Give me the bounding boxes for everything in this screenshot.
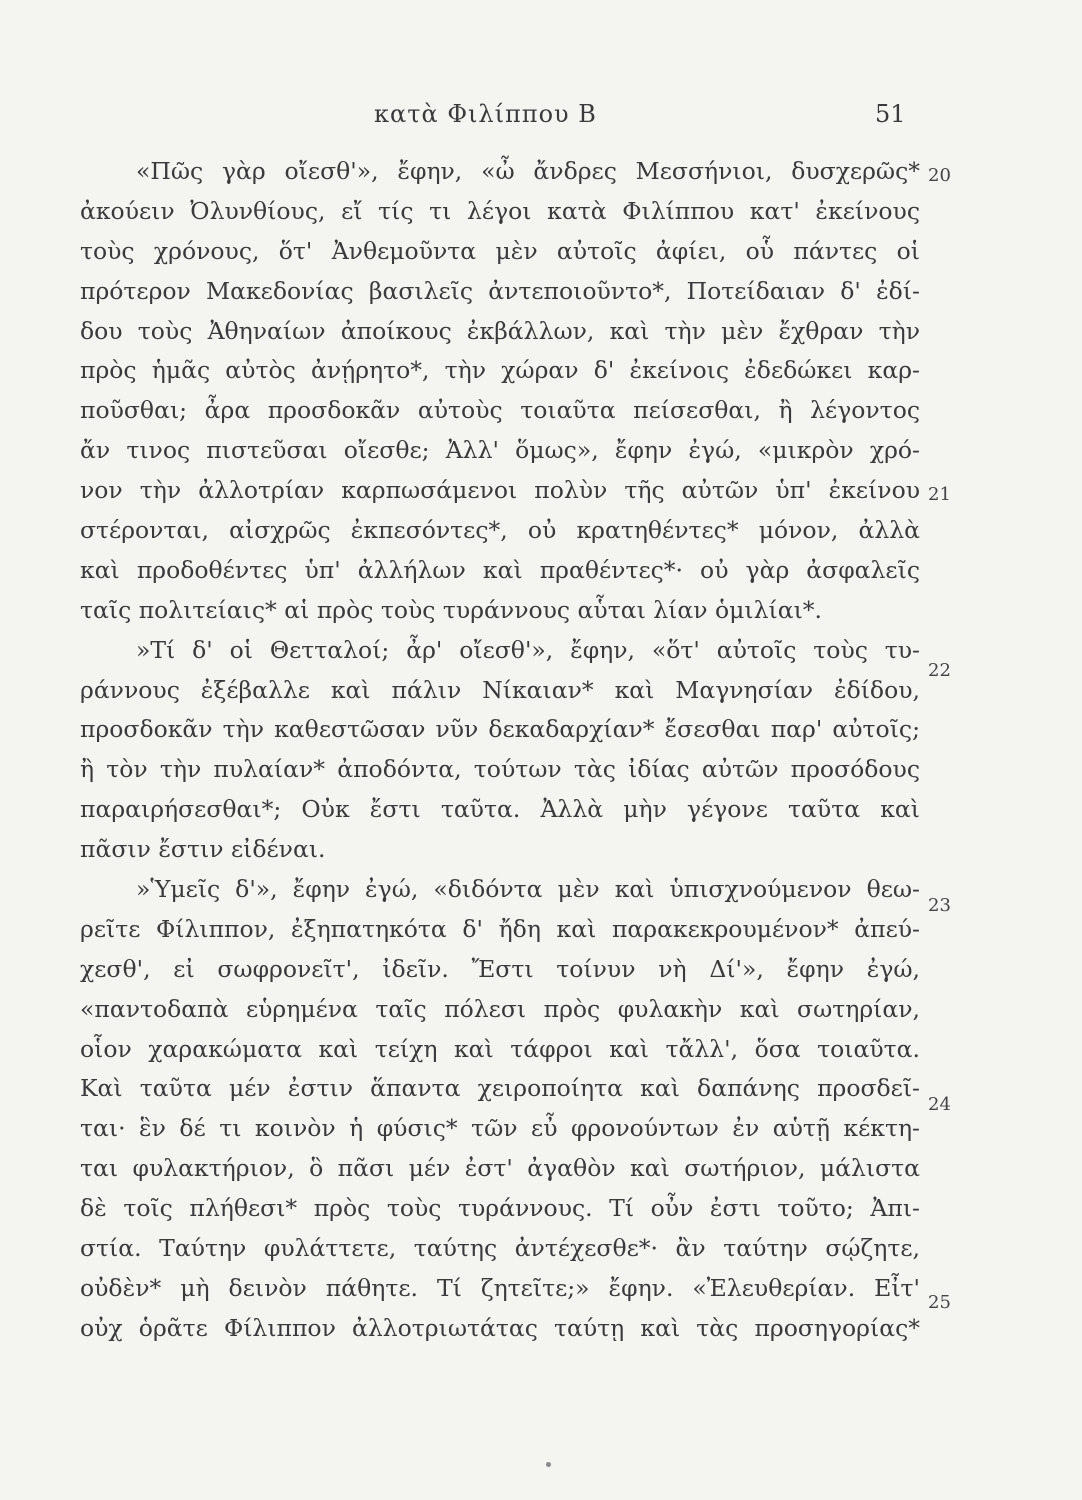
text-line: ἀκούειν Ὀλυνθίους, εἴ τίς τι λέγοι κατὰ Φιλίππου κατ' ἐκείνους xyxy=(80,196,920,225)
section-number: 23 xyxy=(928,895,951,916)
text-line: ἢ τὸν τὴν πυλαίαν* ἀποδόντα, τούτων τὰς ἰδίας αὐτῶν προσόδους xyxy=(80,755,920,784)
text-line: ποῦσθαι; ἆρα προσδοκᾶν αὐτοὺς τοιαῦτα πείσεσθαι, ἢ λέγοντος xyxy=(80,396,920,425)
running-header xyxy=(0,100,1082,136)
text-line: προσδοκᾶν τὴν καθεστῶσαν νῦν δεκαδαρχίαν* ἔσεσθαι παρ' αὐτοῖς; xyxy=(80,715,920,744)
text-line: οἷον χαρακώματα καὶ τείχη καὶ τάφροι καὶ τἄλλ', ὅσα τοιαῦτα. xyxy=(80,1034,920,1063)
section-number: 22 xyxy=(928,660,951,681)
text-line: νον τὴν ἀλλοτρίαν καρπωσάμενοι πολὺν τῆς αὐτῶν ὑπ' ἐκείνου xyxy=(80,476,920,505)
text-line: «Πῶς γὰρ οἴεσθ'», ἔφην, «ὦ ἄνδρες Μεσσήνιοι, δυσχερῶς* xyxy=(136,157,920,185)
text-line: «παντοδαπὰ εὑρημένα ταῖς πόλεσι πρὸς φυλακὴν καὶ σωτηρίαν, xyxy=(80,994,920,1023)
text-line: οὐδὲν* μὴ δεινὸν πάθητε. Τί ζητεῖτε;» ἔφην. «Ἐλευθερίαν. Εἶτ' xyxy=(80,1273,920,1302)
section-number: 20 xyxy=(928,165,951,186)
section-number: 25 xyxy=(928,1292,951,1313)
text-line: παραιρήσεσθαι*; Οὐκ ἔστι ταῦτα. Ἀλλὰ μὴν γέγονε ταῦτα καὶ xyxy=(80,795,920,824)
section-number: 21 xyxy=(928,484,951,505)
text-line: δὲ τοῖς πλήθεσι* πρὸς τοὺς τυράννους. Τί οὖν ἐστι τοῦτο; Ἀπι- xyxy=(80,1194,920,1223)
text-line: πᾶσιν ἔστιν εἰδέναι. xyxy=(80,835,326,864)
text-line: πρότερον Μακεδονίας βασιλεῖς ἀντεποιοῦντο*, Ποτείδαιαν δ' ἐδί- xyxy=(80,276,920,305)
text-line: ται· ἓν δέ τι κοινὸν ἡ φύσις* τῶν εὖ φρονούντων ἐν αὑτῇ κέκτη- xyxy=(80,1114,920,1143)
text-line: ταῖς πολιτείαις* αἱ πρὸς τοὺς τυράννους αὗται λίαν ὁμιλίαι*. xyxy=(80,595,823,624)
text-line: »Τί δ' οἱ Θετταλοί; ἆρ' οἴεσθ'», ἔφην, «ὅτ' αὐτοῖς τοὺς τυ- xyxy=(136,635,920,664)
text-line: ρεῖτε Φίλιππον, ἐξηπατηκότα δ' ἤδη καὶ παρακεκρουμένον* ἀπεύ- xyxy=(80,914,920,943)
greek-text-block xyxy=(80,152,920,1349)
text-line: πρὸς ἡμᾶς αὐτὸς ἀνῄρητο*, τὴν χώραν δ' ἐκείνοις ἐδεδώκει καρ- xyxy=(80,356,920,385)
text-line: ται φυλακτήριον, ὃ πᾶσι μέν ἐστ' ἀγαθὸν καὶ σωτήριον, μάλιστα xyxy=(80,1154,920,1183)
text-line: στία. Ταύτην φυλάττετε, ταύτης ἀντέχεσθε*· ἂν ταύτην σῴζητε, xyxy=(80,1234,920,1263)
text-line: Καὶ ταῦτα μέν ἐστιν ἅπαντα χειροποίητα καὶ δαπάνης προσδεῖ- xyxy=(80,1074,920,1103)
running-title: κατὰ Φιλίππου Β xyxy=(374,100,597,128)
text-line: ἄν τινος πιστεῦσαι οἴεσθε; Ἀλλ' ὅμως», ἔφην ἐγώ, «μικρὸν χρό- xyxy=(80,436,920,465)
text-line: δου τοὺς Ἀθηναίων ἀποίκους ἐκβάλλων, καὶ τὴν μὲν ἔχθραν τὴν xyxy=(80,316,920,345)
section-number: 24 xyxy=(928,1094,951,1115)
text-line: οὐχ ὁρᾶτε Φίλιππον ἀλλοτριωτάτας ταύτῃ καὶ τὰς προσηγορίας* xyxy=(80,1313,920,1342)
text-line: στέρονται, αἰσχρῶς ἐκπεσόντες*, οὐ κρατηθέντες* μόνον, ἀλλὰ xyxy=(80,516,920,545)
text-line: καὶ προδοθέντες ὑπ' ἀλλήλων καὶ πραθέντες*· οὐ γὰρ ἀσφαλεῖς xyxy=(80,555,920,584)
text-line: »Ὑμεῖς δ'», ἔφην ἐγώ, «διδόντα μὲν καὶ ὑπισχνούμενον θεω- xyxy=(136,875,920,904)
text-line: χεσθ', εἰ σωφρονεῖτ', ἰδεῖν. Ἔστι τοίνυν νὴ Δί'», ἔφην ἐγώ, xyxy=(80,954,920,983)
text-line: τοὺς χρόνους, ὅτ' Ἀνθεμοῦντα μὲν αὐτοῖς ἀφίει, οὗ πάντες οἱ xyxy=(80,236,920,265)
text-line: ράννους ἐξέβαλλε καὶ πάλιν Νίκαιαν* καὶ Μαγνησίαν ἐδίδου, xyxy=(80,675,920,704)
ink-speck xyxy=(546,1462,551,1467)
page-number: 51 xyxy=(875,100,906,128)
